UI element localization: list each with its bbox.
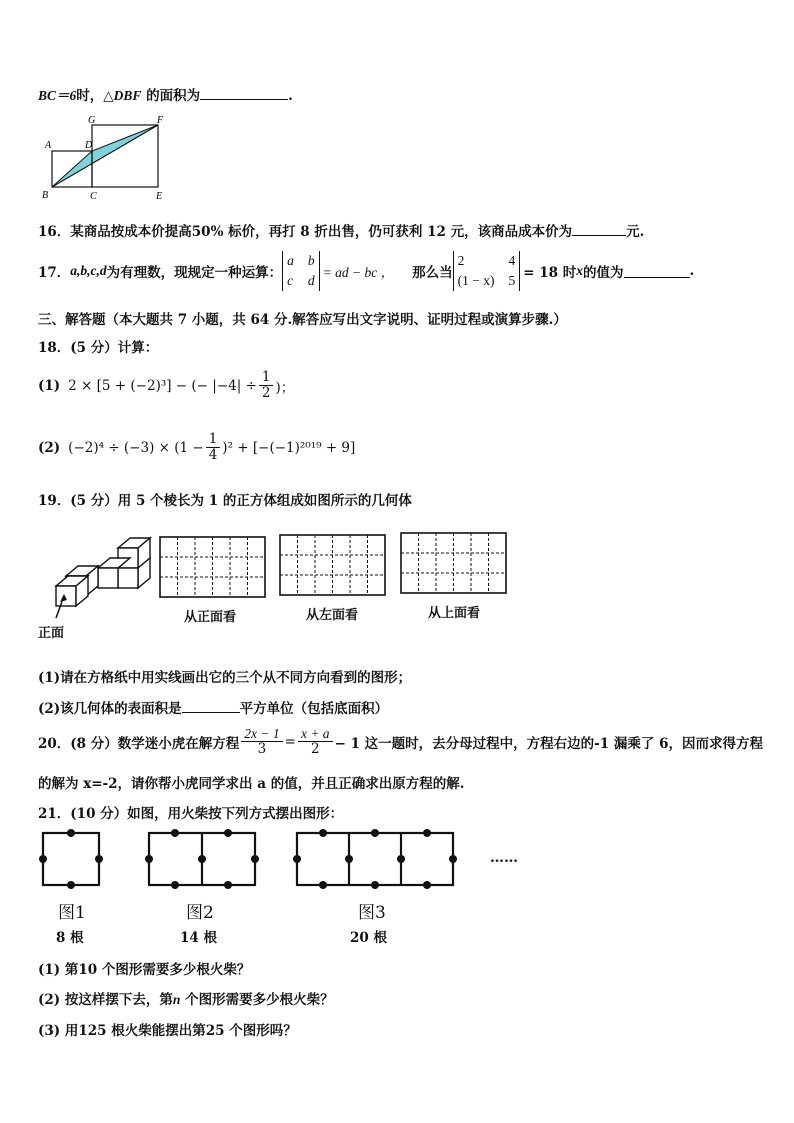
q15-post: 的面积为	[141, 88, 201, 104]
section-3-heading: 三、解答题（本大题共 7 小题，共 64 分.解答应写出文字说明、证明过程或演算步骤.）	[38, 312, 567, 328]
q19-cube-figure	[36, 534, 156, 632]
q17-text1: 为有理数，现规定一种运算：	[106, 265, 283, 281]
q19-answer-blank[interactable]	[182, 700, 240, 713]
q19-sub2: (2)该几何体的表面积是 平方单位（包括底面积）	[38, 701, 389, 717]
q16-answer-blank[interactable]	[572, 223, 626, 236]
q19-heading: 19．(5 分）用 5 个棱长为 1 的正方体组成如图所示的几何体	[38, 493, 412, 509]
q15-triangle: DBF	[113, 88, 142, 103]
grid-left-view[interactable]	[279, 534, 386, 596]
frac-one-half: $\frac{1}{2}$	[259, 370, 274, 401]
fig-label-3: 图3	[358, 903, 386, 923]
q21-heading: 21．(10 分）如图，用火柴按下列方式摆出图形：	[38, 806, 344, 822]
ellipsis: ……	[490, 850, 518, 866]
q17-number: 17．	[38, 265, 71, 281]
caption-front-view: 从正面看	[184, 610, 237, 625]
q17-result: = ad − bc ，	[322, 265, 395, 280]
matchstick-figure-2	[144, 828, 260, 890]
q20-line1: 20．(8 分）数学迷小虎在解方程 $\frac{2x - 1}{3}$ = $\frac{x + a}{2}$ − 1 这一题时，去分母过程中，方程右边的-1 漏乘了 6，因而求得方程	[38, 726, 763, 757]
label-e: E	[156, 191, 163, 202]
label-f: F	[157, 115, 164, 126]
q16-text: 16．某商品按成本价提高50% 标价，再打 8 折出售，仍可获利 12 元，该商品成本价为	[38, 224, 573, 240]
q18-part1: (1) 2 × [5 + (−2)³] − (− |−4| ÷ $\frac{1}{2}$ )；	[38, 369, 295, 401]
fig-label-2: 图2	[186, 903, 214, 923]
q20-line2: 的解为 x=-2，请你帮小虎同学求出 a 的值，并且正确求出原方程的解.	[38, 776, 465, 792]
q15-answer-blank[interactable]	[200, 87, 288, 100]
q16-line	[38, 220, 644, 240]
q16-unit: 元.	[626, 224, 645, 240]
q20-frac-left: $\frac{2x - 1}{3}$	[241, 726, 282, 757]
count-2: 14 根	[180, 930, 217, 946]
q19-sub1: (1)请在方格纸中用实线画出它的三个从不同方向看到的图形；	[38, 670, 412, 686]
grid-top-view[interactable]	[400, 532, 507, 594]
q15-figure	[36, 114, 176, 204]
q18-part2: (2) (−2)⁴ ÷ (−3) × (1 − $\frac{1}{4}$ )² + [−(−1)²⁰¹⁹ + 9]	[38, 431, 356, 463]
matchstick-figure-3	[292, 828, 458, 890]
frac-one-quarter: $\frac{1}{4}$	[206, 432, 221, 463]
q17-determinant-eq: 2 4 (1 − x) 5	[453, 251, 521, 291]
caption-left-view: 从左面看	[306, 608, 359, 623]
q21-sub1: (1) 第10 个图形需要多少根火柴？	[38, 962, 251, 978]
q15-tail-line	[38, 84, 293, 104]
caption-top-view: 从上面看	[428, 606, 481, 621]
label-g: G	[88, 115, 96, 126]
label-d: D	[85, 140, 93, 151]
q15-mid: 时，△	[76, 88, 114, 104]
label-b: B	[42, 190, 49, 201]
count-1: 8 根	[56, 930, 84, 946]
q17-answer-blank[interactable]	[624, 265, 690, 278]
q17-text4: 的值为	[583, 265, 624, 281]
front-label: 正面	[38, 626, 65, 641]
label-a: A	[45, 140, 52, 151]
q17-determinant-def: a b c d	[282, 251, 320, 291]
q15-bc: BC＝6	[38, 88, 77, 103]
q21-sub3: (3) 用125 根火柴能摆出第25 个图形吗？	[38, 1023, 297, 1039]
q17-vars: a,b,c,d	[70, 263, 107, 278]
fig-label-1: 图1	[58, 903, 86, 923]
q17-text3: = 18 时	[523, 265, 577, 281]
matchstick-figure-1	[38, 828, 104, 890]
q18-heading: 18．(5 分）计算：	[38, 340, 159, 356]
q17-text2: 那么当	[412, 265, 453, 281]
q15-end: .	[288, 88, 293, 104]
q21-sub2: (2) 按这样摆下去，第n 个图形需要多少根火柴？	[38, 992, 334, 1008]
grid-front-view[interactable]	[159, 536, 266, 598]
q17-line: 17． a,b,c,d 为有理数，现规定一种运算： a b c d = ad − bc ， 那么当 2 4 (1 − x) 5 = 18 时 x 的值为 .	[38, 251, 694, 291]
label-c: C	[90, 191, 97, 202]
count-3: 20 根	[350, 930, 387, 946]
q20-frac-right: $\frac{x + a}{2}$	[298, 726, 333, 757]
